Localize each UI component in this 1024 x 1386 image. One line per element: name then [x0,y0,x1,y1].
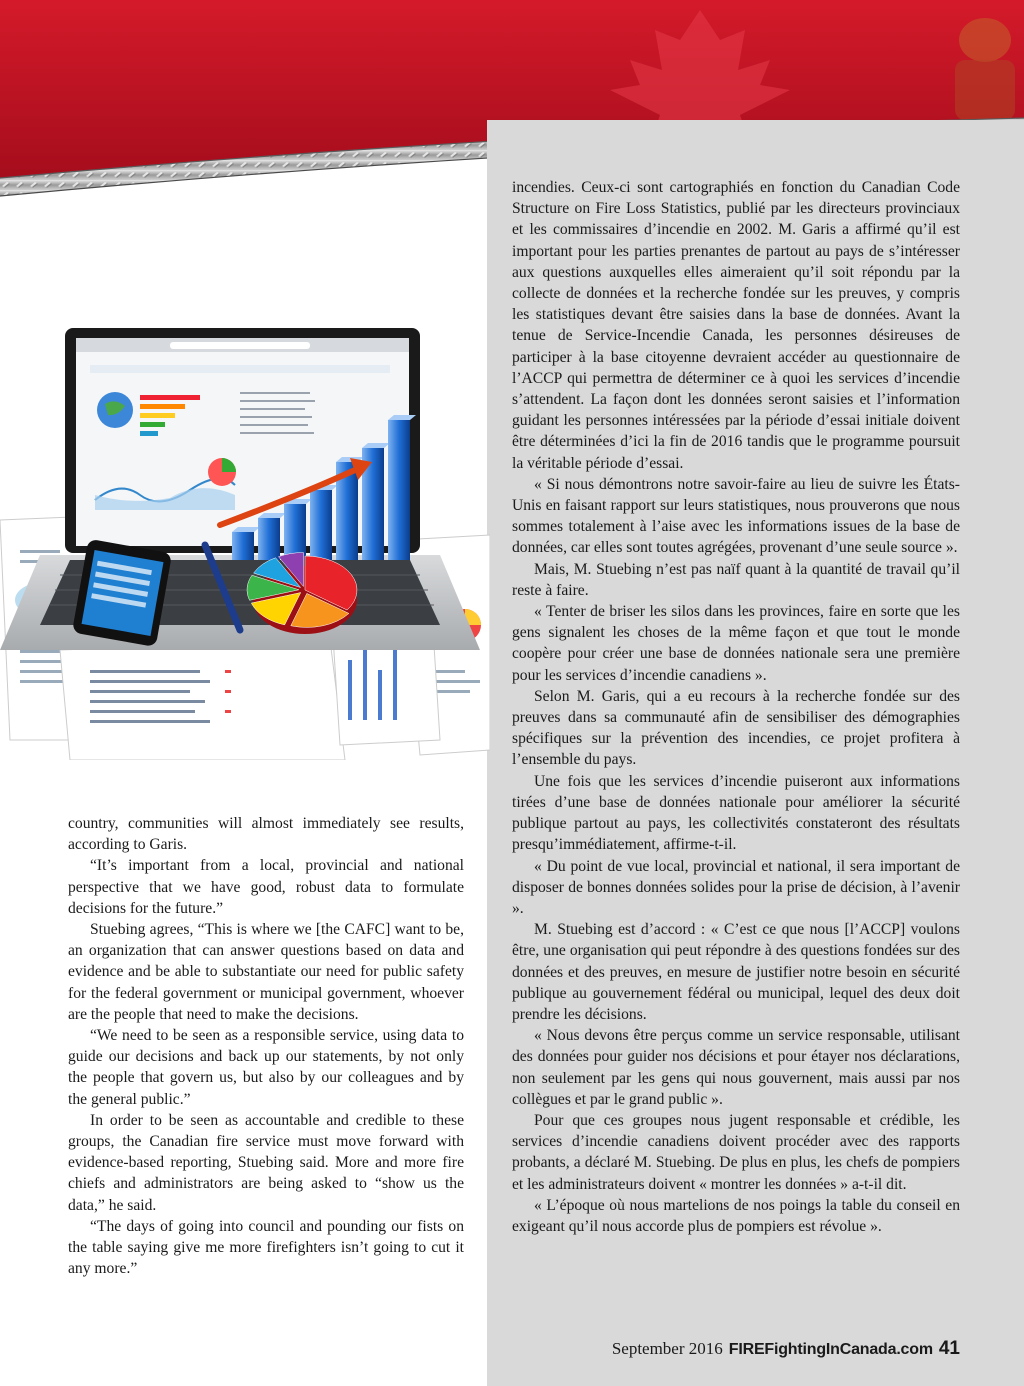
left-paragraph-4: “We need to be seen as a responsible service, using data to guide our decisions and back up our statements, by not only the people that govern us, but also by our colleagues and by the general public.” [68,1027,464,1108]
left-paragraph-1: country, communities will almost immediately see results, according to Garis. [68,815,464,854]
issue-date: September 2016 [611,1339,723,1358]
page-number: 41 [938,1338,960,1359]
left-article-column [68,813,464,1279]
right-article-column [512,177,960,1237]
right-paragraph-2: « Si nous démontrons notre savoir-faire au lieu de suivre les États-Unis en faisant rapport sur leurs statistiques, nous prouverons que nous sommes totalement à l’aise avec les informations issues de la base de données, car elles sont toutes agrégées, provenant d’une seule source ». [512,475,960,557]
page-footer [560,1338,960,1360]
laptop-charts-illustration [0,320,490,760]
bar-3 [284,504,306,560]
website-link[interactable]: FIREFightingInCanada.com [728,1341,933,1358]
left-paragraph-5: In order to be seen as accountable and credible to these groups, the Canadian fire service must move forward with evidence-based reporting, Stuebing said. More and more fire chiefs and administrators are being asked to “show us the data,” he said. [68,1111,464,1214]
left-paragraph-3: Stuebing agrees, “This is where we [the CAFC] want to be, an organization that can answer questions based on data and evidence and be able to substantiate our need for public safety for the federal government or municipal government, whoever are the people that need to make the decisions. [68,921,464,1023]
right-paragraph-7: « Du point de vue local, provincial et national, il sera important de disposer de bonnes données solides pour la prise de décision, à l’avenir ». [512,857,960,917]
right-paragraph-10: Pour que ces groupes nous jugent responsable et crédible, les services d’incendie canadiens doivent procéder avec des rapports probants, a déclaré M. Stuebing. De plus en plus, les chefs de pompiers et les administrateurs doivent « montrer les données » a-t-il dit. [512,1111,960,1193]
right-paragraph-1: incendies. Ceux-ci sont cartographiés en fonction du Canadian Code Structure on Fire Loss Statistics, publié par les directeurs provinciaux et les commissaires d’incendie en 2002. M. Garis a affirmé qu’il est important pour les parties prenantes de partout au pays de s’intéresser aux questions auxquelles elles aimeraient qu’il soit répondu par la collecte de données et la recherche fondée sur les preuves, y compris les statistiques devant être saisies dans la base de données. Avant la tenue de Service-Incendie Canada, les personnes désireuses de participer à la base citoyenne devraient accéder au questionnaire de l’ACCP qui permettra de déterminer ce à quoi les services d’incendie s’attendent. La façon dont les données seront saisies et l’information guidant les personnes intéressées par la période d’essai initiale doivent être déterminées d’ici la fin de 2016 tandis que le programme poursuit la véritable période d’essai. [512,179,960,472]
bar-1 [232,532,254,560]
left-paragraph-2: “It’s important from a local, provincial and national perspective that we have good, robust data to formulate decisions for the future.” [68,857,464,917]
smartphone-icon [72,539,172,647]
right-paragraph-11: « L’époque où nous martelions de nos poings la table du conseil en exigeant qu’il nous accorde plus de pompiers est révolue ». [512,1196,960,1235]
right-paragraph-5: Selon M. Garis, qui a eu recours à la recherche fondée sur des preuves dans sa communauté afin de sensibiliser des démographies spécifiques sur la prévention des incendies, ce projet profitera à l’ensemble du pays. [512,687,960,769]
right-paragraph-6: Une fois que les services d’incendie puiseront aux informations tirées d’une base de données nationale pour améliorer la sécurité publique partout au pays, les collectivités constateront des résultats presqu’immédiatement, affirme-t-il. [512,772,960,854]
right-paragraph-8: M. Stuebing est d’accord : « C’est ce que nous [l’ACCP] voulons être, une organisation qui peut répondre à des questions fondées sur des données et des preuves, en mesure de justifier notre besoin en sécurité publique au gouvernement fédéral ou municipal, lequel des deux doit prendre les décisions. [512,921,960,1023]
bar-7 [388,420,410,560]
right-paragraph-9: « Nous devons être perçus comme un service responsable, utilisant des données pour guider nos décisions et pour étayer nos déclarations, non seulement par les gens qui nous gouvernent, mais aussi par nos collègues et par le grand public ». [512,1027,960,1108]
right-paragraph-4: « Tenter de briser les silos dans les provinces, faire en sorte que les gens signalent les choses de la même façon et que tout le monde coopère pour créer une base de données nationale sera une première pour les services d’incendie canadiens ». [512,603,960,684]
left-paragraph-6: “The days of going into council and pounding our fists on the table saying give me more firefighters isn’t going to cut it any more.” [68,1217,464,1278]
bar-4 [310,490,332,560]
right-paragraph-3: Mais, M. Stuebing n’est pas naïf quant à la quantité de travail qu’il reste à faire. [512,560,960,599]
bar-2 [258,518,280,560]
